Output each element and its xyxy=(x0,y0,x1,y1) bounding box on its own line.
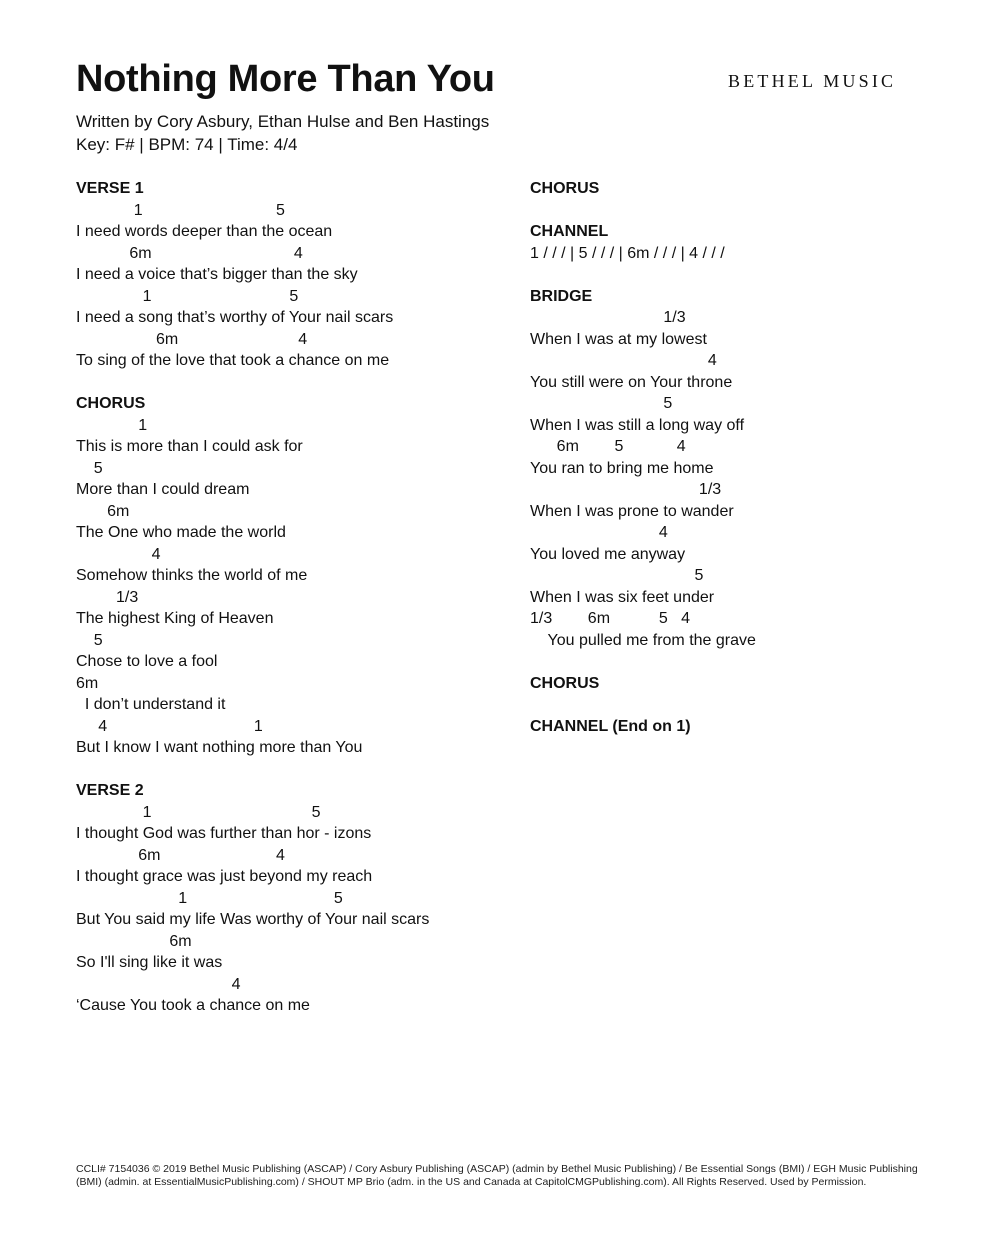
spacer-line xyxy=(76,759,496,781)
chord-line: 1/3 6m 5 4 xyxy=(530,610,691,627)
lyric-line: You ran to bring me home xyxy=(530,459,714,477)
song-info xyxy=(76,110,489,156)
section-heading: BRIDGE xyxy=(530,287,593,305)
lyric-line: When I was six feet under xyxy=(530,588,715,606)
lyric-line: I need words deeper than the ocean xyxy=(76,223,333,240)
lyric-line: When I was still a long way off xyxy=(530,416,745,434)
chord-line: 1 5 xyxy=(76,201,285,219)
spacer-line xyxy=(76,372,496,394)
right-lyrics-column xyxy=(530,178,950,737)
chord-line: 4 xyxy=(76,545,161,563)
lyric-line: ‘Cause You took a chance on me xyxy=(76,997,310,1014)
chord-line: 5 xyxy=(76,631,103,649)
section-heading: CHORUS xyxy=(530,674,600,692)
spacer-line xyxy=(530,200,950,222)
lyric-line: But I know I want nothing more than You xyxy=(76,739,363,756)
chord-line: 6m 5 4 xyxy=(530,438,686,455)
lyric-line: When I was prone to wander xyxy=(530,502,734,520)
key-bpm-time-line: Key: F# | BPM: 74 | Time: 4/4 xyxy=(76,135,298,154)
left-lyrics-column xyxy=(76,178,496,1017)
lyric-line: You loved me anyway xyxy=(530,545,686,563)
chord-line: 1 5 xyxy=(76,287,299,305)
copyright-footer: CCLI# 7154036 © 2019 Bethel Music Publishing (ASCAP) / Cory Asbury Publishing (ASCAP) (admin by Bethel Music Publishing) / Be Essential Songs (BMI) / EGH Music Publishing (BMI) (admin. at EssentialMusicPublishing.com) / SHOUT MP Brio (adm. in the US and Canada at CapitolCMGPublishing.com). All Rights Reserved. Used by Permission. xyxy=(76,1163,918,1188)
section-heading: VERSE 1 xyxy=(76,180,144,197)
lyric-line: 1 / / / | 5 / / / | 6m / / / | 4 / / / xyxy=(530,244,725,262)
writers-line: Written by Cory Asbury, Ethan Hulse and Ben Hastings xyxy=(76,112,490,131)
lyric-line: So I'll sing like it was xyxy=(76,954,223,971)
chord-line: 6m 4 xyxy=(76,846,285,864)
lyric-line: When I was at my lowest xyxy=(530,330,707,348)
chord-line: 1 5 xyxy=(76,889,343,907)
chord-line: 5 xyxy=(530,395,673,412)
section-heading: CHANNEL (End on 1) xyxy=(530,717,691,735)
spacer-line xyxy=(530,651,950,673)
spacer-line xyxy=(530,694,950,716)
chord-line: 6m 4 xyxy=(76,330,308,348)
chord-line: 4 1 xyxy=(76,717,263,735)
chord-line: 5 xyxy=(76,459,103,477)
chord-line: 6m 4 xyxy=(76,244,303,262)
lyric-line: The One who made the world xyxy=(76,524,286,541)
chord-line: 4 xyxy=(530,352,717,369)
lyric-line: But You said my life Was worthy of Your nail scars xyxy=(76,911,430,928)
chord-line: 1 5 xyxy=(76,803,321,821)
section-heading: CHANNEL xyxy=(530,223,609,240)
publisher-logo: BETHEL MUSIC xyxy=(728,71,897,91)
lyric-line: I need a voice that’s bigger than the sky xyxy=(76,266,358,283)
lyric-line: You pulled me from the grave xyxy=(530,631,756,649)
chord-line: 1/3 xyxy=(530,481,722,498)
lyric-line: I thought grace was just beyond my reach xyxy=(76,868,373,885)
lyric-line: I thought God was further than hor - izons xyxy=(76,825,372,842)
chord-line: 4 xyxy=(76,975,241,993)
chord-line: 4 xyxy=(530,524,668,541)
lyric-line: This is more than I could ask for xyxy=(76,438,303,455)
chord-line: 6m xyxy=(76,502,130,520)
chord-line: 5 xyxy=(530,567,704,584)
spacer-line xyxy=(530,264,950,286)
section-heading: VERSE 2 xyxy=(76,782,144,799)
section-heading: CHORUS xyxy=(530,180,600,197)
lyric-line: More than I could dream xyxy=(76,481,250,498)
lyric-line: I don’t understand it xyxy=(76,696,226,713)
lyric-line: I need a song that’s worthy of Your nail scars xyxy=(76,309,394,326)
lyric-line: Chose to love a fool xyxy=(76,653,218,670)
chord-line: 1/3 xyxy=(530,309,686,326)
section-heading: CHORUS xyxy=(76,395,146,412)
chord-line: 6m xyxy=(76,932,192,950)
lyric-line: To sing of the love that took a chance on me xyxy=(76,352,390,369)
chord-line: 6m xyxy=(76,674,99,692)
chord-line: 1 xyxy=(76,416,148,434)
lyric-line: Somehow thinks the world of me xyxy=(76,567,308,584)
chord-line: 1/3 xyxy=(76,588,139,606)
song-title: Nothing More Than You xyxy=(76,58,495,100)
lyric-line: The highest King of Heaven xyxy=(76,610,274,627)
lyric-line: You still were on Your throne xyxy=(530,373,733,391)
